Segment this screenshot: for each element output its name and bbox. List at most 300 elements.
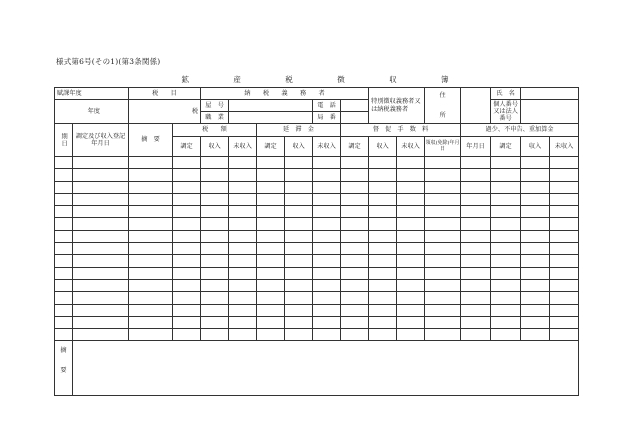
table-cell[interactable]	[550, 267, 579, 279]
table-cell[interactable]	[313, 255, 341, 267]
table-cell[interactable]	[369, 230, 397, 242]
table-cell[interactable]	[55, 193, 73, 205]
table-cell[interactable]	[341, 193, 369, 205]
table-cell[interactable]	[313, 267, 341, 279]
table-cell[interactable]	[425, 292, 461, 304]
table-cell[interactable]	[491, 329, 521, 341]
table-cell[interactable]	[55, 292, 73, 304]
table-cell[interactable]	[73, 329, 129, 341]
table-cell[interactable]	[229, 279, 257, 291]
table-cell[interactable]	[173, 230, 201, 242]
table-cell[interactable]	[285, 316, 313, 328]
table-cell[interactable]	[313, 157, 341, 169]
table-row	[55, 206, 579, 218]
table-cell[interactable]	[341, 157, 369, 169]
table-cell[interactable]	[491, 193, 521, 205]
table-cell[interactable]	[461, 157, 491, 169]
table-cell[interactable]	[521, 316, 550, 328]
table-cell[interactable]	[521, 267, 550, 279]
table-cell[interactable]	[397, 267, 425, 279]
table-cell[interactable]	[229, 243, 257, 255]
table-cell[interactable]	[491, 304, 521, 316]
table-cell[interactable]	[491, 279, 521, 291]
table-cell[interactable]	[521, 206, 550, 218]
table-cell[interactable]	[341, 206, 369, 218]
table-cell[interactable]	[73, 181, 129, 193]
table-cell[interactable]	[173, 279, 201, 291]
table-row	[55, 243, 579, 255]
table-cell[interactable]	[285, 255, 313, 267]
table-cell[interactable]	[55, 267, 73, 279]
table-cell[interactable]	[129, 193, 173, 205]
table-cell[interactable]	[461, 304, 491, 316]
station-value[interactable]	[341, 112, 369, 124]
table-cell[interactable]	[285, 292, 313, 304]
unreceived-header: 未収入	[313, 137, 341, 157]
table-cell[interactable]	[173, 316, 201, 328]
table-cell[interactable]	[313, 230, 341, 242]
table-cell[interactable]	[369, 243, 397, 255]
table-cell[interactable]	[55, 181, 73, 193]
unreceived-header: 未収入	[550, 137, 579, 157]
table-cell[interactable]	[201, 267, 229, 279]
assessment-date-header: 調定及び収入登記年月日	[73, 124, 129, 157]
table-cell[interactable]	[425, 169, 461, 181]
table-cell[interactable]	[425, 181, 461, 193]
table-cell[interactable]	[257, 329, 285, 341]
table-cell[interactable]	[201, 304, 229, 316]
receipt-date-header: 領収(免除)年月日	[425, 137, 461, 157]
table-cell[interactable]	[285, 193, 313, 205]
table-cell[interactable]	[425, 218, 461, 230]
address-label-2: 所	[439, 111, 446, 119]
table-cell[interactable]	[369, 292, 397, 304]
title-char: 鉱	[181, 75, 190, 84]
table-cell[interactable]	[129, 304, 173, 316]
table-cell[interactable]	[257, 316, 285, 328]
table-cell[interactable]	[425, 267, 461, 279]
table-cell[interactable]	[397, 255, 425, 267]
remarks-label	[55, 341, 73, 396]
occupation-value[interactable]	[229, 112, 313, 124]
table-cell[interactable]	[201, 329, 229, 341]
table-cell[interactable]	[55, 255, 73, 267]
table-cell[interactable]	[425, 206, 461, 218]
table-cell[interactable]	[425, 304, 461, 316]
occupation-label: 職 業	[201, 112, 229, 124]
table-cell[interactable]	[73, 243, 129, 255]
unreceived-header: 未収入	[397, 137, 425, 157]
table-cell[interactable]	[369, 157, 397, 169]
table-cell[interactable]	[397, 279, 425, 291]
table-cell[interactable]	[313, 206, 341, 218]
table-cell[interactable]	[369, 255, 397, 267]
table-cell[interactable]	[461, 292, 491, 304]
table-cell[interactable]	[369, 169, 397, 181]
table-cell[interactable]	[285, 169, 313, 181]
table-cell[interactable]	[341, 267, 369, 279]
table-cell[interactable]	[173, 304, 201, 316]
table-row	[55, 255, 579, 267]
table-cell[interactable]	[425, 329, 461, 341]
table-cell[interactable]	[369, 267, 397, 279]
table-cell[interactable]	[313, 169, 341, 181]
table-cell[interactable]	[521, 181, 550, 193]
table-cell[interactable]	[491, 218, 521, 230]
table-cell[interactable]	[285, 181, 313, 193]
table-cell[interactable]	[491, 267, 521, 279]
table-cell[interactable]	[229, 230, 257, 242]
table-cell[interactable]	[129, 181, 173, 193]
table-cell[interactable]	[73, 193, 129, 205]
table-cell[interactable]	[313, 316, 341, 328]
table-cell[interactable]	[521, 292, 550, 304]
table-cell[interactable]	[550, 181, 579, 193]
table-row	[55, 157, 579, 169]
table-cell[interactable]	[229, 193, 257, 205]
table-cell[interactable]	[313, 243, 341, 255]
table-cell[interactable]	[55, 316, 73, 328]
table-cell[interactable]	[313, 329, 341, 341]
table-cell[interactable]	[201, 316, 229, 328]
personal-number-label: 個人番号又は法人番号	[491, 100, 521, 124]
table-cell[interactable]	[201, 255, 229, 267]
table-cell[interactable]	[257, 255, 285, 267]
table-cell[interactable]	[73, 267, 129, 279]
table-cell[interactable]	[341, 279, 369, 291]
table-cell[interactable]	[461, 169, 491, 181]
table-cell[interactable]	[397, 169, 425, 181]
table-cell[interactable]	[369, 181, 397, 193]
table-cell[interactable]	[229, 304, 257, 316]
table-cell[interactable]	[285, 157, 313, 169]
title-char: 産	[233, 75, 241, 84]
trade-name-label: 屋 号	[201, 100, 229, 112]
table-cell[interactable]	[491, 316, 521, 328]
table-cell[interactable]	[521, 193, 550, 205]
table-cell[interactable]	[461, 193, 491, 205]
table-row	[55, 316, 579, 328]
table-cell[interactable]	[73, 218, 129, 230]
table-cell[interactable]	[55, 218, 73, 230]
table-cell[interactable]	[257, 206, 285, 218]
table-cell[interactable]	[257, 279, 285, 291]
table-cell[interactable]	[521, 169, 550, 181]
table-cell[interactable]	[73, 230, 129, 242]
table-cell[interactable]	[369, 329, 397, 341]
table-cell[interactable]	[461, 316, 491, 328]
table-cell[interactable]	[229, 255, 257, 267]
table-cell[interactable]	[491, 181, 521, 193]
phone-value[interactable]	[341, 100, 369, 112]
table-cell[interactable]	[285, 206, 313, 218]
year-label: 年度	[55, 100, 129, 124]
table-cell[interactable]	[521, 230, 550, 242]
table-cell[interactable]	[521, 157, 550, 169]
table-cell[interactable]	[55, 304, 73, 316]
table-cell[interactable]	[73, 304, 129, 316]
table-cell[interactable]	[285, 243, 313, 255]
table-cell[interactable]	[341, 292, 369, 304]
trade-name-value[interactable]	[229, 100, 313, 112]
table-cell[interactable]	[73, 255, 129, 267]
table-cell[interactable]	[257, 267, 285, 279]
table-cell[interactable]	[521, 255, 550, 267]
table-cell[interactable]	[173, 243, 201, 255]
table-cell[interactable]	[341, 181, 369, 193]
table-cell[interactable]	[257, 193, 285, 205]
delinquency-header: 延 滞 金	[257, 124, 341, 137]
table-cell[interactable]	[341, 316, 369, 328]
table-cell[interactable]	[129, 329, 173, 341]
table-cell[interactable]	[201, 218, 229, 230]
table-cell[interactable]	[425, 255, 461, 267]
table-cell[interactable]	[397, 329, 425, 341]
table-cell[interactable]	[285, 230, 313, 242]
address-label: 住	[439, 92, 446, 100]
table-cell[interactable]	[201, 230, 229, 242]
remarks-area[interactable]	[73, 341, 579, 396]
table-cell[interactable]	[397, 206, 425, 218]
title-char: 税	[285, 75, 293, 84]
table-cell[interactable]	[173, 267, 201, 279]
table-cell[interactable]	[313, 218, 341, 230]
table-cell[interactable]	[397, 304, 425, 316]
table-cell[interactable]	[313, 292, 341, 304]
table-cell[interactable]	[550, 230, 579, 242]
table-cell[interactable]	[201, 193, 229, 205]
table-cell[interactable]	[461, 279, 491, 291]
table-cell[interactable]	[129, 206, 173, 218]
table-cell[interactable]	[550, 157, 579, 169]
table-cell[interactable]	[369, 316, 397, 328]
table-cell[interactable]	[397, 316, 425, 328]
table-cell[interactable]	[425, 316, 461, 328]
address-value[interactable]	[461, 88, 491, 124]
table-cell[interactable]	[550, 316, 579, 328]
table-cell[interactable]	[461, 267, 491, 279]
table-cell[interactable]	[491, 230, 521, 242]
table-cell[interactable]	[397, 181, 425, 193]
table-cell[interactable]	[491, 243, 521, 255]
table-cell[interactable]	[285, 329, 313, 341]
table-cell[interactable]	[173, 169, 201, 181]
table-cell[interactable]	[341, 304, 369, 316]
table-cell[interactable]	[73, 169, 129, 181]
table-cell[interactable]	[129, 169, 173, 181]
fiscal-year-label: 賦課年度	[55, 88, 129, 100]
title-char: 収	[389, 75, 397, 84]
table-cell[interactable]	[461, 243, 491, 255]
phone-label: 電 話	[313, 100, 341, 112]
table-cell[interactable]	[73, 316, 129, 328]
table-cell[interactable]	[73, 206, 129, 218]
table-cell[interactable]	[229, 157, 257, 169]
table-cell[interactable]	[491, 255, 521, 267]
table-cell[interactable]	[369, 206, 397, 218]
tax-label: 税	[129, 100, 201, 124]
table-cell[interactable]	[461, 255, 491, 267]
address-cell	[425, 88, 461, 124]
table-cell[interactable]	[257, 230, 285, 242]
table-cell[interactable]	[173, 206, 201, 218]
table-cell[interactable]	[173, 181, 201, 193]
table-cell[interactable]	[55, 206, 73, 218]
table-cell[interactable]	[229, 292, 257, 304]
table-cell[interactable]	[550, 279, 579, 291]
table-cell[interactable]	[550, 218, 579, 230]
table-cell[interactable]	[425, 157, 461, 169]
table-cell[interactable]	[425, 193, 461, 205]
table-cell[interactable]	[201, 181, 229, 193]
table-cell[interactable]	[491, 157, 521, 169]
table-cell[interactable]	[129, 230, 173, 242]
table-cell[interactable]	[341, 169, 369, 181]
assessed-header: 調定	[341, 137, 369, 157]
table-cell[interactable]	[173, 193, 201, 205]
table-cell[interactable]	[397, 292, 425, 304]
table-cell[interactable]	[73, 279, 129, 291]
table-cell[interactable]	[285, 267, 313, 279]
table-cell[interactable]	[461, 218, 491, 230]
table-cell[interactable]	[129, 267, 173, 279]
table-cell[interactable]	[491, 292, 521, 304]
table-cell[interactable]	[397, 243, 425, 255]
name-value[interactable]	[521, 88, 579, 100]
table-cell[interactable]	[129, 157, 173, 169]
assessed-header: 調定	[257, 137, 285, 157]
table-cell[interactable]	[285, 279, 313, 291]
table-cell[interactable]	[369, 304, 397, 316]
table-cell[interactable]	[55, 279, 73, 291]
table-cell[interactable]	[257, 243, 285, 255]
penalty-header: 過少、不申告、重加算金	[461, 124, 579, 137]
table-cell[interactable]	[425, 279, 461, 291]
table-cell[interactable]	[521, 304, 550, 316]
table-cell[interactable]	[550, 255, 579, 267]
table-cell[interactable]	[173, 292, 201, 304]
table-cell[interactable]	[521, 279, 550, 291]
table-cell[interactable]	[201, 279, 229, 291]
table-cell[interactable]	[229, 267, 257, 279]
table-cell[interactable]	[397, 218, 425, 230]
table-cell[interactable]	[257, 292, 285, 304]
table-cell[interactable]	[521, 329, 550, 341]
table-cell[interactable]	[313, 181, 341, 193]
table-cell[interactable]	[550, 193, 579, 205]
table-cell[interactable]	[550, 243, 579, 255]
table-cell[interactable]	[369, 193, 397, 205]
table-cell[interactable]	[313, 193, 341, 205]
table-cell[interactable]	[461, 230, 491, 242]
table-cell[interactable]	[129, 316, 173, 328]
table-cell[interactable]	[461, 329, 491, 341]
data-rows	[55, 157, 579, 341]
table-cell[interactable]	[129, 243, 173, 255]
table-cell[interactable]	[550, 329, 579, 341]
table-cell[interactable]	[521, 243, 550, 255]
table-cell[interactable]	[129, 255, 173, 267]
table-cell[interactable]	[129, 279, 173, 291]
table-cell[interactable]	[55, 329, 73, 341]
table-cell[interactable]	[257, 157, 285, 169]
table-cell[interactable]	[397, 230, 425, 242]
table-cell[interactable]	[173, 218, 201, 230]
table-row	[55, 279, 579, 291]
table-cell[interactable]	[257, 169, 285, 181]
table-cell[interactable]	[313, 304, 341, 316]
table-cell[interactable]	[173, 329, 201, 341]
table-cell[interactable]	[550, 304, 579, 316]
table-cell[interactable]	[229, 169, 257, 181]
table-cell[interactable]	[173, 157, 201, 169]
table-cell[interactable]	[129, 218, 173, 230]
table-cell[interactable]	[201, 243, 229, 255]
table-cell[interactable]	[229, 316, 257, 328]
table-cell[interactable]	[397, 193, 425, 205]
table-cell[interactable]	[341, 255, 369, 267]
table-cell[interactable]	[341, 230, 369, 242]
table-cell[interactable]	[425, 243, 461, 255]
table-cell[interactable]	[257, 304, 285, 316]
table-cell[interactable]	[341, 218, 369, 230]
table-cell[interactable]	[55, 243, 73, 255]
table-cell[interactable]	[201, 157, 229, 169]
table-cell[interactable]	[550, 169, 579, 181]
table-cell[interactable]	[425, 230, 461, 242]
table-cell[interactable]	[369, 279, 397, 291]
table-cell[interactable]	[257, 218, 285, 230]
table-cell[interactable]	[313, 279, 341, 291]
table-cell[interactable]	[73, 292, 129, 304]
table-cell[interactable]	[461, 206, 491, 218]
table-cell[interactable]	[491, 206, 521, 218]
table-cell[interactable]	[229, 218, 257, 230]
table-cell[interactable]	[521, 218, 550, 230]
table-cell[interactable]	[173, 255, 201, 267]
assessed-header: 調定	[491, 137, 521, 157]
table-cell[interactable]	[397, 157, 425, 169]
table-cell[interactable]	[461, 181, 491, 193]
table-cell[interactable]	[369, 218, 397, 230]
table-cell[interactable]	[550, 206, 579, 218]
table-cell[interactable]	[55, 230, 73, 242]
table-cell[interactable]	[229, 329, 257, 341]
table-cell[interactable]	[341, 329, 369, 341]
table-cell[interactable]	[257, 181, 285, 193]
table-row	[55, 181, 579, 193]
table-cell[interactable]	[341, 243, 369, 255]
table-cell[interactable]	[550, 292, 579, 304]
table-cell[interactable]	[201, 206, 229, 218]
table-row	[55, 304, 579, 316]
table-cell[interactable]	[201, 292, 229, 304]
table-cell[interactable]	[491, 169, 521, 181]
remarks-char: 要	[60, 366, 67, 374]
table-cell[interactable]	[285, 218, 313, 230]
table-cell[interactable]	[229, 206, 257, 218]
table-cell[interactable]	[73, 157, 129, 169]
table-cell[interactable]	[285, 304, 313, 316]
ledger-table	[54, 87, 579, 396]
table-cell[interactable]	[129, 292, 173, 304]
personal-number-value[interactable]	[521, 100, 579, 124]
table-cell[interactable]	[201, 169, 229, 181]
table-cell[interactable]	[55, 169, 73, 181]
received-header: 収入	[521, 137, 550, 157]
table-cell[interactable]	[229, 181, 257, 193]
table-cell[interactable]	[55, 157, 73, 169]
